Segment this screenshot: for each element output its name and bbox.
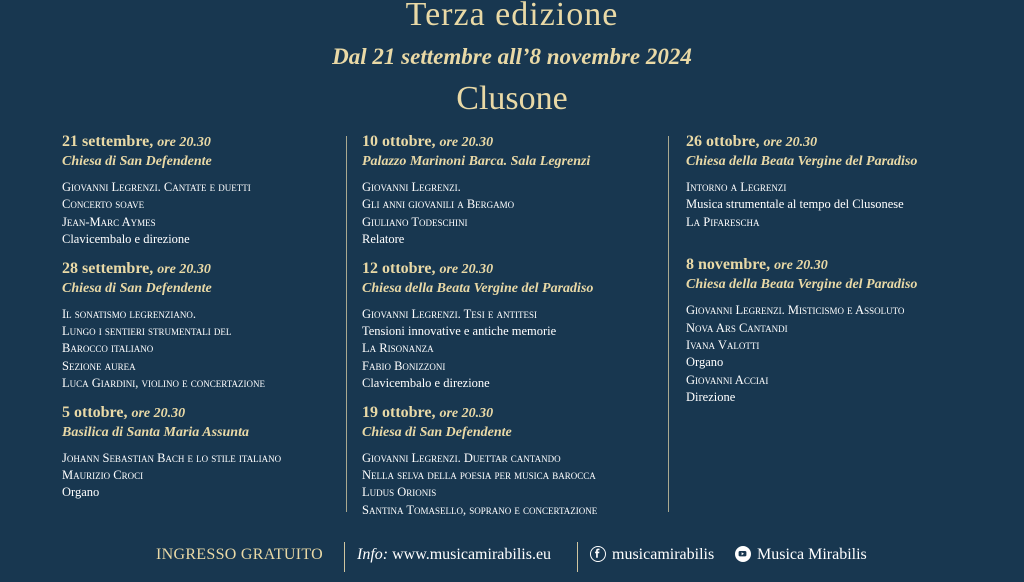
facebook-link[interactable] bbox=[590, 546, 714, 564]
column-divider bbox=[668, 136, 669, 512]
concert-event bbox=[686, 132, 986, 231]
program-line: Ivana Valotti bbox=[686, 338, 760, 353]
program-line: Lungo i sentieri strumentali del bbox=[62, 324, 232, 339]
event-date-text: 8 novembre, bbox=[686, 256, 771, 274]
event-venue: Chiesa di San Defendente bbox=[62, 280, 212, 296]
concert-event bbox=[686, 255, 986, 406]
program-line: Johann Sebastian Bach e lo stile italiano bbox=[62, 450, 282, 465]
event-program bbox=[362, 450, 662, 520]
event-venue: Chiesa di San Defendente bbox=[62, 154, 212, 169]
youtube-channel: Musica Mirabilis bbox=[757, 546, 867, 563]
facebook-icon bbox=[590, 546, 606, 562]
program-line: Giovanni Legrenzi. Tesi e antitesi bbox=[362, 306, 538, 321]
program-line: Giuliano Todeschini bbox=[362, 214, 468, 229]
footer-divider bbox=[577, 542, 578, 572]
event-date bbox=[362, 259, 662, 280]
program-line: Direzione bbox=[686, 390, 736, 405]
event-program bbox=[362, 306, 662, 393]
event-venue: Chiesa della Beata Vergine del Paradiso bbox=[362, 280, 594, 296]
program-line: Sezione aurea bbox=[62, 358, 136, 373]
free-entry-label: INGRESSO GRATUITO bbox=[156, 546, 324, 563]
event-date-text: 26 ottobre, bbox=[686, 133, 760, 150]
event-date-text: 21 settembre, bbox=[62, 133, 154, 150]
edition-title: Terza edizione bbox=[405, 0, 619, 33]
event-date-text: 19 ottobre, bbox=[362, 403, 436, 421]
event-date bbox=[362, 132, 662, 153]
program-line: Luca Giardini, violino e concertazione bbox=[62, 376, 266, 391]
column-divider bbox=[346, 136, 347, 512]
city-title: Clusone bbox=[456, 80, 568, 117]
event-date bbox=[62, 132, 332, 153]
program-line: Concerto soave bbox=[62, 197, 145, 212]
program-line: Il sonatismo legrenziano. bbox=[62, 306, 197, 321]
program-line: Tensioni innovative e antiche memorie bbox=[362, 324, 557, 339]
program-line: Barocco italiano bbox=[62, 341, 154, 356]
festival-dates: Dal 21 settembre all’8 novembre 2024 bbox=[332, 44, 692, 69]
event-date bbox=[362, 403, 662, 424]
program-line: Gli anni giovanili a Bergamo bbox=[362, 197, 515, 212]
program-line: Ludus Orionis bbox=[362, 485, 437, 500]
schedule-column-2 bbox=[362, 132, 662, 529]
program-line: Giovanni Legrenzi. bbox=[362, 180, 461, 194]
event-time: ore 20.30 bbox=[439, 261, 494, 277]
event-venue: Chiesa della Beata Vergine del Paradiso bbox=[686, 277, 918, 293]
program-line: Organo bbox=[62, 485, 100, 500]
event-venue: Palazzo Marinoni Barca. Sala Legrenzi bbox=[362, 154, 591, 169]
schedule-column-3 bbox=[686, 132, 986, 417]
event-time: ore 20.30 bbox=[774, 258, 828, 274]
event-time: ore 20.30 bbox=[439, 135, 494, 150]
program-line: Musica strumentale al tempo del Clusonese bbox=[686, 197, 904, 212]
program-line: Giovanni Legrenzi. Duettar cantando bbox=[362, 450, 561, 465]
event-time: ore 20.30 bbox=[439, 405, 494, 421]
program-line: Jean-Marc Aymes bbox=[62, 214, 156, 229]
event-date-text: 5 ottobre, bbox=[62, 403, 128, 421]
program-line: Fabio Bonizzoni bbox=[362, 358, 446, 373]
concert-event bbox=[362, 259, 662, 393]
concert-event bbox=[62, 259, 332, 393]
event-program bbox=[686, 179, 986, 231]
event-date-text: 10 ottobre, bbox=[362, 133, 436, 150]
event-date bbox=[62, 403, 332, 424]
event-venue: Basilica di Santa Maria Assunta bbox=[62, 424, 249, 440]
event-date-text: 28 settembre, bbox=[62, 259, 154, 277]
program-line: Santina Tomasello, soprano e concertazione bbox=[362, 502, 598, 517]
event-venue: Chiesa di San Defendente bbox=[362, 424, 512, 440]
program-line: Organo bbox=[686, 355, 724, 370]
website-link[interactable]: www.musicamirabilis.eu bbox=[392, 546, 552, 563]
footer bbox=[0, 540, 1024, 574]
program-line: Maurizio Croci bbox=[62, 468, 144, 483]
schedule-column-1 bbox=[62, 132, 332, 512]
info-label: Info: bbox=[357, 546, 389, 563]
event-time: ore 20.30 bbox=[157, 135, 211, 150]
event-date bbox=[686, 132, 986, 153]
event-program bbox=[362, 179, 662, 249]
program-line: Giovanni Legrenzi. Misticismo e Assoluto bbox=[686, 303, 905, 318]
event-program bbox=[62, 179, 332, 249]
concert-event bbox=[362, 403, 662, 520]
event-time: ore 20.30 bbox=[131, 405, 186, 421]
program-line: Intorno a Legrenzi bbox=[686, 180, 787, 194]
program-line: Clavicembalo e direzione bbox=[62, 232, 190, 247]
program-line: Giovanni Legrenzi. Cantate e duetti bbox=[62, 180, 251, 194]
program-line: Relatore bbox=[362, 232, 405, 247]
program-line: Giovanni Acciai bbox=[686, 372, 769, 387]
event-date bbox=[686, 255, 986, 276]
event-time: ore 20.30 bbox=[157, 261, 211, 277]
youtube-link[interactable] bbox=[735, 546, 867, 564]
event-venue: Chiesa della Beata Vergine del Paradiso bbox=[686, 154, 918, 169]
program-line: La Pifarescha bbox=[686, 214, 760, 229]
info-line bbox=[357, 546, 551, 564]
event-time: ore 20.30 bbox=[763, 135, 818, 150]
concert-event bbox=[62, 132, 332, 249]
concert-event bbox=[362, 132, 662, 249]
concert-event bbox=[62, 403, 332, 502]
program-line: Clavicembalo e direzione bbox=[362, 376, 490, 391]
event-date-text: 12 ottobre, bbox=[362, 259, 436, 277]
footer-divider bbox=[344, 542, 345, 572]
youtube-icon bbox=[735, 546, 751, 562]
program-line: Nova Ars Cantandi bbox=[686, 320, 788, 335]
event-date bbox=[62, 259, 332, 280]
facebook-handle: musicamirabilis bbox=[612, 546, 715, 563]
program-line: Nella selva della poesia per musica barocca bbox=[362, 468, 596, 483]
event-program bbox=[62, 450, 332, 502]
program-line: La Risonanza bbox=[362, 341, 434, 356]
event-program bbox=[686, 302, 986, 406]
event-program bbox=[62, 306, 332, 393]
